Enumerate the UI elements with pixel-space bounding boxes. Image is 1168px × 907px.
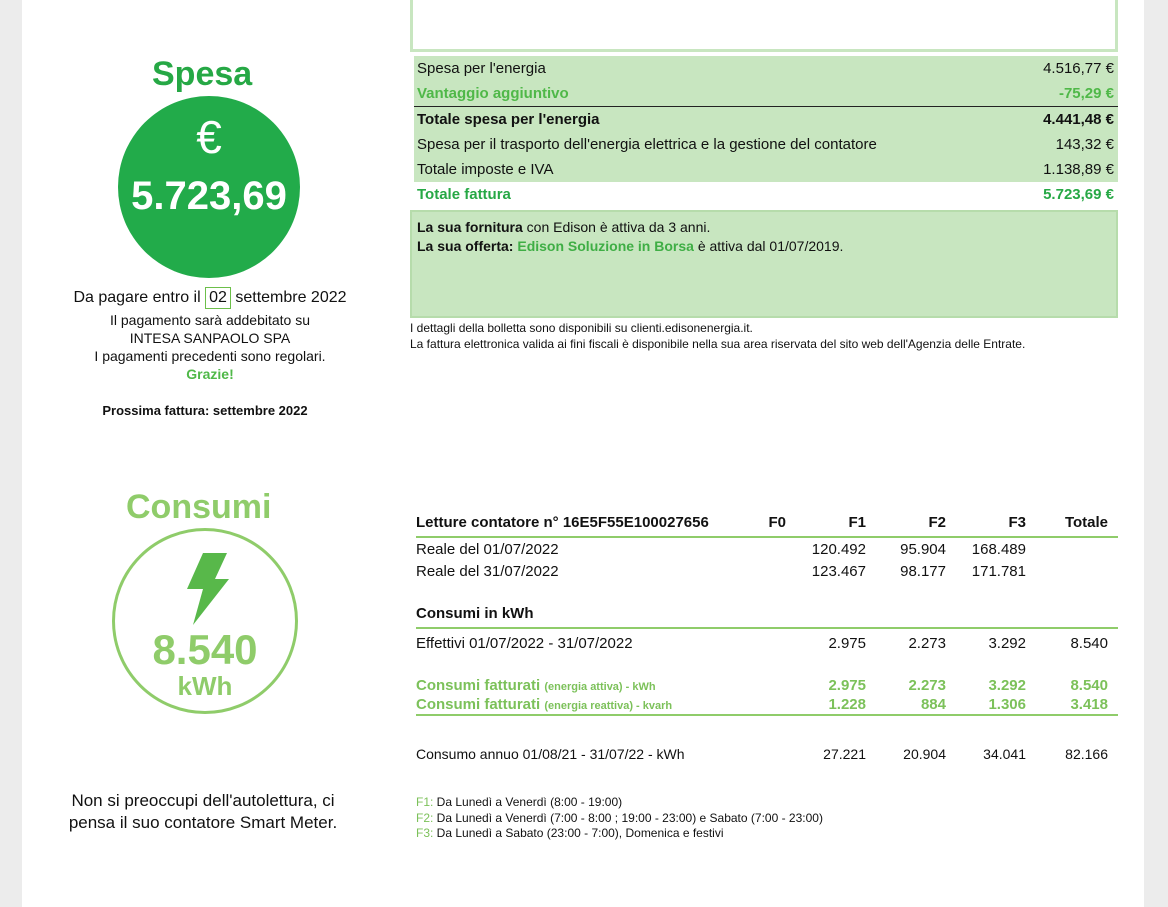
cost-value: 5.723,69 € (1043, 186, 1114, 203)
payment-bank: INTESA SANPAOLO SPA (129, 330, 291, 346)
legend-item (416, 826, 823, 842)
row-label (416, 696, 672, 713)
table-row (416, 539, 1118, 561)
cell: 2.273 (908, 635, 946, 652)
column-header: F2 (928, 514, 946, 531)
row-label: Consumo annuo 01/08/21 - 31/07/22 - kWh (416, 746, 685, 762)
cell: 34.041 (983, 746, 1026, 762)
legend-text: Da Lunedì a Venerdì (7:00 - 8:00 ; 19:00 - 23:00) e Sabato (7:00 - 23:00) (433, 810, 823, 825)
offer-line (417, 237, 1111, 256)
table-header (416, 512, 1118, 538)
table-row (416, 561, 1118, 583)
cost-value: 1.138,89 € (1043, 161, 1114, 178)
spesa-title: Spesa (152, 55, 253, 93)
thanks-text: Grazie! (186, 366, 234, 382)
cell: 2.975 (828, 677, 866, 694)
cost-label: Vantaggio aggiuntivo (417, 85, 569, 102)
table-row (416, 676, 1118, 695)
consumi-title: Consumi (126, 488, 272, 526)
cell: 171.781 (971, 563, 1026, 580)
cell: 1.228 (828, 696, 866, 713)
cost-row-subtotal (414, 106, 1118, 132)
supply-line (417, 218, 1111, 237)
cost-label: Spesa per l'energia (417, 60, 546, 77)
legend-item (416, 795, 823, 811)
calendar-day-icon (205, 287, 231, 309)
column-header: F0 (768, 514, 786, 531)
legend-key: F2: (416, 810, 434, 825)
cell: 123.467 (811, 563, 866, 580)
spesa-amount-circle (118, 96, 300, 278)
table-row (416, 743, 1118, 765)
cell: 20.904 (903, 746, 946, 762)
legend-key: F1: (416, 795, 434, 809)
bill-notes (410, 320, 1130, 352)
supply-info-box (410, 210, 1118, 318)
cell: 120.492 (811, 541, 866, 558)
cell: 3.292 (988, 677, 1026, 694)
legend-item (416, 811, 823, 827)
row-label-note: (energia reattiva) - kvarh (544, 700, 673, 712)
supply-text: con Edison è attiva da 3 anni. (522, 219, 711, 235)
cost-summary-table (414, 56, 1118, 207)
supply-label: La sua fornitura (417, 219, 523, 235)
row-label-main: Consumi fatturati (416, 677, 541, 694)
column-header: F1 (848, 514, 866, 531)
row-label-main: Consumi fatturati (416, 696, 541, 713)
smart-meter-line: pensa il suo contatore Smart Meter. (68, 813, 338, 832)
spesa-amount: 5.723,69 (131, 174, 287, 218)
row-label: Effettivi 01/07/2022 - 31/07/2022 (416, 635, 633, 652)
cost-row-discount (414, 81, 1118, 106)
cell: 27.221 (823, 746, 866, 762)
cell: 8.540 (1070, 635, 1108, 652)
cost-label: Totale spesa per l'energia (417, 111, 600, 128)
legend-key: F3: (416, 826, 434, 840)
payment-info (40, 311, 380, 383)
cell: 8.540 (1070, 677, 1108, 694)
cell: 168.489 (971, 541, 1026, 558)
time-band-legend (416, 795, 823, 842)
cost-row-total (414, 182, 1118, 207)
cost-row (414, 157, 1118, 182)
euro-icon: € (196, 111, 222, 163)
meter-readings-table (416, 512, 1118, 765)
table-row (416, 695, 1118, 716)
consumi-subheader (416, 603, 1118, 629)
subheader-label: Consumi in kWh (416, 605, 534, 622)
cost-row (414, 132, 1118, 157)
cost-label: Totale fattura (417, 186, 511, 203)
next-bill: Prossima fattura: settembre 2022 (102, 403, 308, 418)
cell: 2.975 (828, 635, 866, 652)
cost-label: Spesa per il trasporto dell'energia elettrica e la gestione del contatore (417, 136, 877, 153)
due-suffix: settembre 2022 (235, 289, 347, 306)
row-label: Reale del 01/07/2022 (416, 541, 559, 558)
cell: 95.904 (900, 541, 946, 558)
cost-value: 4.441,48 € (1043, 111, 1114, 128)
column-header: Letture contatore n° 16E5F55E100027656 (416, 514, 709, 531)
cell: 2.273 (908, 677, 946, 694)
offer-text: è attiva dal 01/07/2019. (693, 238, 844, 254)
due-day: 02 (209, 289, 227, 306)
cell: 3.292 (988, 635, 1026, 652)
column-header: Totale (1064, 514, 1108, 531)
legend-text: Da Lunedì a Venerdì (8:00 - 19:00) (433, 795, 623, 809)
cell: 884 (920, 696, 946, 713)
cost-row (414, 56, 1118, 81)
due-prefix: Da pagare entro il (73, 289, 201, 306)
consumi-unit: kWh (177, 671, 233, 701)
note-line: La fattura elettronica valida ai fini fiscali è disponibile nella sua area riservata del sito web dell'Agenzia delle Entrate. (410, 337, 1026, 351)
smart-meter-text (40, 790, 366, 834)
smart-meter-line: Non si preoccupi dell'autolettura, ci (71, 791, 335, 810)
note-line: I dettagli della bolletta sono disponibili su clienti.edisonenergia.it. (410, 321, 753, 335)
offer-label: La sua offerta: (417, 238, 518, 254)
cost-value: 143,32 € (1055, 136, 1114, 153)
cell: 1.306 (988, 696, 1026, 713)
due-date-line (40, 287, 380, 309)
payment-status: I pagamenti precedenti sono regolari. (94, 348, 326, 364)
cost-value: -75,29 € (1058, 85, 1114, 102)
payment-line: Il pagamento sarà addebitato su (109, 312, 311, 328)
top-box (410, 0, 1118, 52)
row-label-note: (energia attiva) - kWh (544, 681, 656, 693)
offer-name: Edison Soluzione in Borsa (517, 238, 694, 254)
row-label: Reale del 31/07/2022 (416, 563, 559, 580)
column-header: F3 (1008, 514, 1026, 531)
table-row (416, 633, 1118, 655)
cell: 98.177 (900, 563, 946, 580)
cell: 82.166 (1065, 746, 1108, 762)
consumi-amount: 8.540 (152, 626, 258, 673)
legend-text: Da Lunedì a Sabato (23:00 - 7:00), Domenica e festivi (433, 826, 724, 840)
cost-value: 4.516,77 € (1043, 60, 1114, 77)
cell: 3.418 (1070, 696, 1108, 713)
consumi-amount-circle (112, 528, 298, 714)
lightning-bolt-icon (185, 553, 229, 625)
row-label (416, 677, 656, 694)
cost-label: Totale imposte e IVA (417, 161, 554, 178)
